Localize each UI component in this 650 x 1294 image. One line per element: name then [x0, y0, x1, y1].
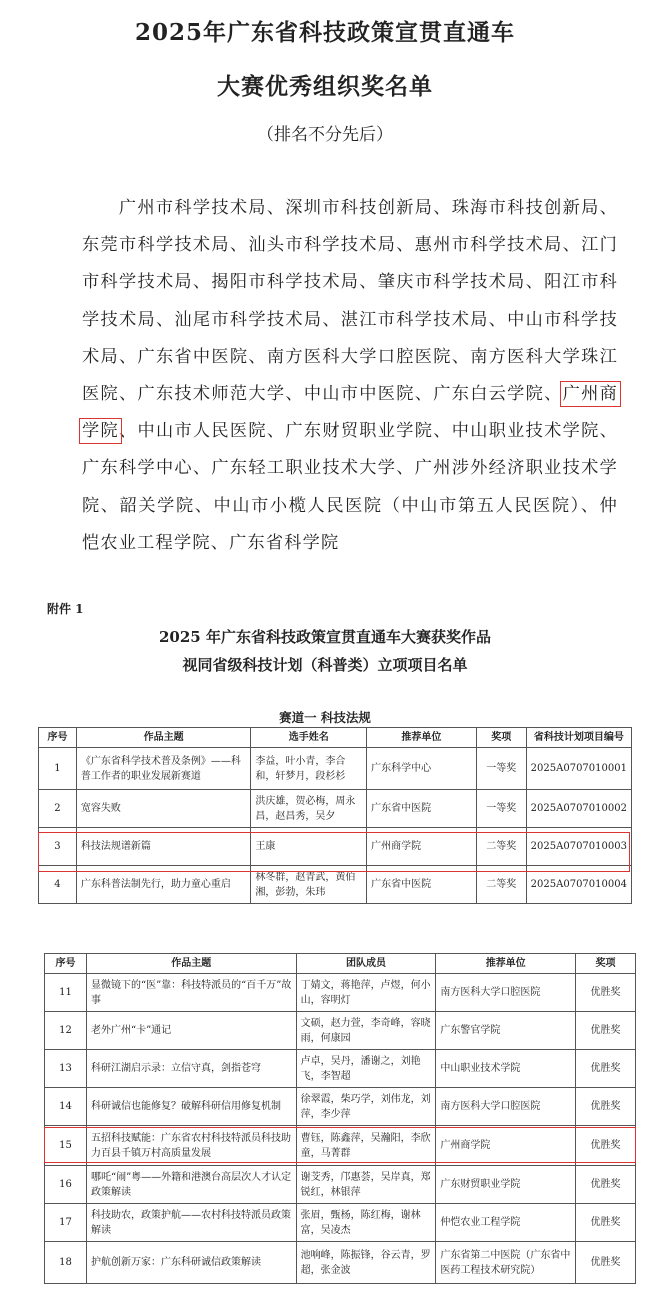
cell: 一等奖 — [476, 748, 526, 790]
cell: 1 — [39, 748, 77, 790]
cell: 2025A0707010001 — [526, 748, 631, 790]
cell: 优胜奖 — [576, 1012, 636, 1050]
cell: 13 — [45, 1050, 87, 1088]
para-text-after: 、中山市人民医院、广东财贸职业学院、中山职业技术学院、广东科学中心、广东轻工职业技术大学、广州涉外经济职业技术学院、韶关学院、中山市小榄人民医院（中山市第五人民医院）、仲恺农业工程学院、广东省科学院 — [82, 421, 619, 553]
cell: 广东科学中心 — [367, 748, 477, 790]
cell: 王康 — [251, 828, 367, 866]
cell: 卢卓，吴丹，潘谢之，刘艳飞，李智超 — [296, 1050, 436, 1088]
col-header: 省科技计划项目编号 — [526, 728, 631, 748]
table-row — [45, 974, 636, 1012]
page-title: 2025年广东省科技政策宣贯直通车 — [134, 19, 515, 46]
table-header-row — [45, 954, 636, 974]
award-table-1 — [38, 727, 632, 904]
subtitle: （排名不分先后） — [257, 125, 393, 145]
cell: 优胜奖 — [576, 1242, 636, 1284]
cell: 护航创新万家：广东科研诚信政策解读 — [86, 1242, 296, 1284]
table-row — [45, 1088, 636, 1126]
cell: 12 — [45, 1012, 87, 1050]
col-header: 序号 — [45, 954, 87, 974]
cell: 优胜奖 — [576, 1204, 636, 1242]
cell: 广东省第二中医院（广东省中医药工程技术研究院） — [436, 1242, 576, 1284]
col-header: 推荐单位 — [436, 954, 576, 974]
cell: 宽容失败 — [76, 790, 250, 828]
highlight-box — [38, 832, 630, 872]
col-header: 奖项 — [576, 954, 636, 974]
award-table-2 — [44, 953, 636, 1284]
cell: 中山职业技术学院 — [436, 1050, 576, 1088]
table-row — [45, 1242, 636, 1284]
col-header: 奖项 — [476, 728, 526, 748]
cell: 李益，叶小青，李合和，轩梦月，段杉杉 — [251, 748, 367, 790]
cell: 显微镜下的“医”靠：科技特派员的“百千万”故事 — [86, 974, 296, 1012]
cell: 4 — [39, 866, 77, 904]
col-header: 选手姓名 — [251, 728, 367, 748]
cell: 广东财贸职业学院 — [436, 1166, 576, 1204]
cell: 《广东省科学技术普及条例》——科普工作者的职业发展新赛道 — [76, 748, 250, 790]
cell: 2025A0707010004 — [526, 866, 631, 904]
cell: 丁婧文，蒋艳萍，卢煜，何小山，容明灯 — [296, 974, 436, 1012]
cell: 15 — [45, 1126, 87, 1166]
highlight-box — [44, 1127, 636, 1163]
cell: 优胜奖 — [576, 974, 636, 1012]
cell: 哪吒“闹”粤——外籍和港澳台高层次人才认定政策解读 — [86, 1166, 296, 1204]
track-heading: 赛道一 科技法规 — [279, 710, 371, 725]
cell: 16 — [45, 1166, 87, 1204]
cell: 老外广州“卡”通记 — [86, 1012, 296, 1050]
cell: 广东科普法制先行，助力童心重启 — [76, 866, 250, 904]
col-header: 团队成员 — [296, 954, 436, 974]
cell: 科技助农，政策护航——农村科技特派员政策解读 — [86, 1204, 296, 1242]
award-list-paragraph — [82, 190, 618, 562]
cell: 洪庆雄，贺必梅，周永昌，赵昌秀，吴夕 — [251, 790, 367, 828]
table-row — [39, 748, 632, 790]
col-header: 作品主题 — [76, 728, 250, 748]
table-row — [45, 1012, 636, 1050]
cell: 广州商学院 — [436, 1126, 576, 1166]
cell: 二等奖 — [476, 866, 526, 904]
cell: 谢芠秀，邝惠荟，吴岸真，郑锐红，林银萍 — [296, 1166, 436, 1204]
table-header-row — [39, 728, 632, 748]
page-title-line2: 大赛优秀组织奖名单 — [217, 73, 433, 100]
cell: 优胜奖 — [576, 1126, 636, 1166]
cell: 广东省中医院 — [367, 866, 477, 904]
table-row — [39, 790, 632, 828]
cell: 17 — [45, 1204, 87, 1242]
cell: 优胜奖 — [576, 1088, 636, 1126]
cell: 二等奖 — [476, 828, 526, 866]
attachment-title: 2025 年广东省科技政策宣贯直通车大赛获奖作品 — [159, 628, 491, 646]
cell: 科研江湖启示录：立信守真，剑指苍穹 — [86, 1050, 296, 1088]
cell: 南方医科大学口腔医院 — [436, 974, 576, 1012]
cell: 林冬群，赵青武，黄伯湘，彭勃，朱玮 — [251, 866, 367, 904]
table-row — [45, 1050, 636, 1088]
cell: 广东省中医院 — [367, 790, 477, 828]
para-text-before: 广州市科学技术局、深圳市科技创新局、珠海市科技创新局、东莞市科学技术局、汕头市科学技术局、惠州市科学技术局、江门市科学技术局、揭阳市科学技术局、肇庆市科学技术局、阳江市科学技术局、汕尾市科学技术局、湛江市科学技术局、中山市科学技术局、广东省中医院、南方医科大学口腔医院、南方医科大学珠江医院、广东技术师范大学、中山市中医院、广东白云学院、 — [82, 198, 618, 405]
cell: 科研诚信也能修复？破解科研信用修复机制 — [86, 1088, 296, 1126]
cell: 仲恺农业工程学院 — [436, 1204, 576, 1242]
col-header: 推荐单位 — [367, 728, 477, 748]
attachment-label: 附件 1 — [47, 602, 84, 616]
cell: 文硕，赵力萱，李奇峰，容晓雨，何康园 — [296, 1012, 436, 1050]
cell: 一等奖 — [476, 790, 526, 828]
cell: 曹钰，陈鑫萍，吴瀚阳，李欣童，马菁群 — [296, 1126, 436, 1166]
cell: 张眉，甄杨，陈红梅，谢林富，吴凌杰 — [296, 1204, 436, 1242]
cell: 广州商学院 — [367, 828, 477, 866]
cell: 优胜奖 — [576, 1166, 636, 1204]
cell: 2 — [39, 790, 77, 828]
cell: 池响峰，陈振锋，谷云青，罗超，张金波 — [296, 1242, 436, 1284]
table-row — [45, 1166, 636, 1204]
col-header: 序号 — [39, 728, 77, 748]
cell: 优胜奖 — [576, 1050, 636, 1088]
cell: 3 — [39, 828, 77, 866]
highlighted-institution: 广州商学院 — [82, 384, 619, 442]
cell: 18 — [45, 1242, 87, 1284]
cell: 南方医科大学口腔医院 — [436, 1088, 576, 1126]
cell: 2025A0707010002 — [526, 790, 631, 828]
cell: 14 — [45, 1088, 87, 1126]
cell: 科技法规谱新篇 — [76, 828, 250, 866]
cell: 徐翠霞，柴巧学，刘伟龙，刘萍，李少萍 — [296, 1088, 436, 1126]
cell: 11 — [45, 974, 87, 1012]
table-row — [45, 1204, 636, 1242]
cell: 2025A0707010003 — [526, 828, 631, 866]
attachment-subtitle: 视同省级科技计划（科普类）立项项目名单 — [182, 656, 468, 674]
cell: 广东警官学院 — [436, 1012, 576, 1050]
col-header: 作品主题 — [86, 954, 296, 974]
cell: 五招科技赋能：广东省农村科技特派员科技助力百县千镇万村高质量发展 — [86, 1126, 296, 1166]
